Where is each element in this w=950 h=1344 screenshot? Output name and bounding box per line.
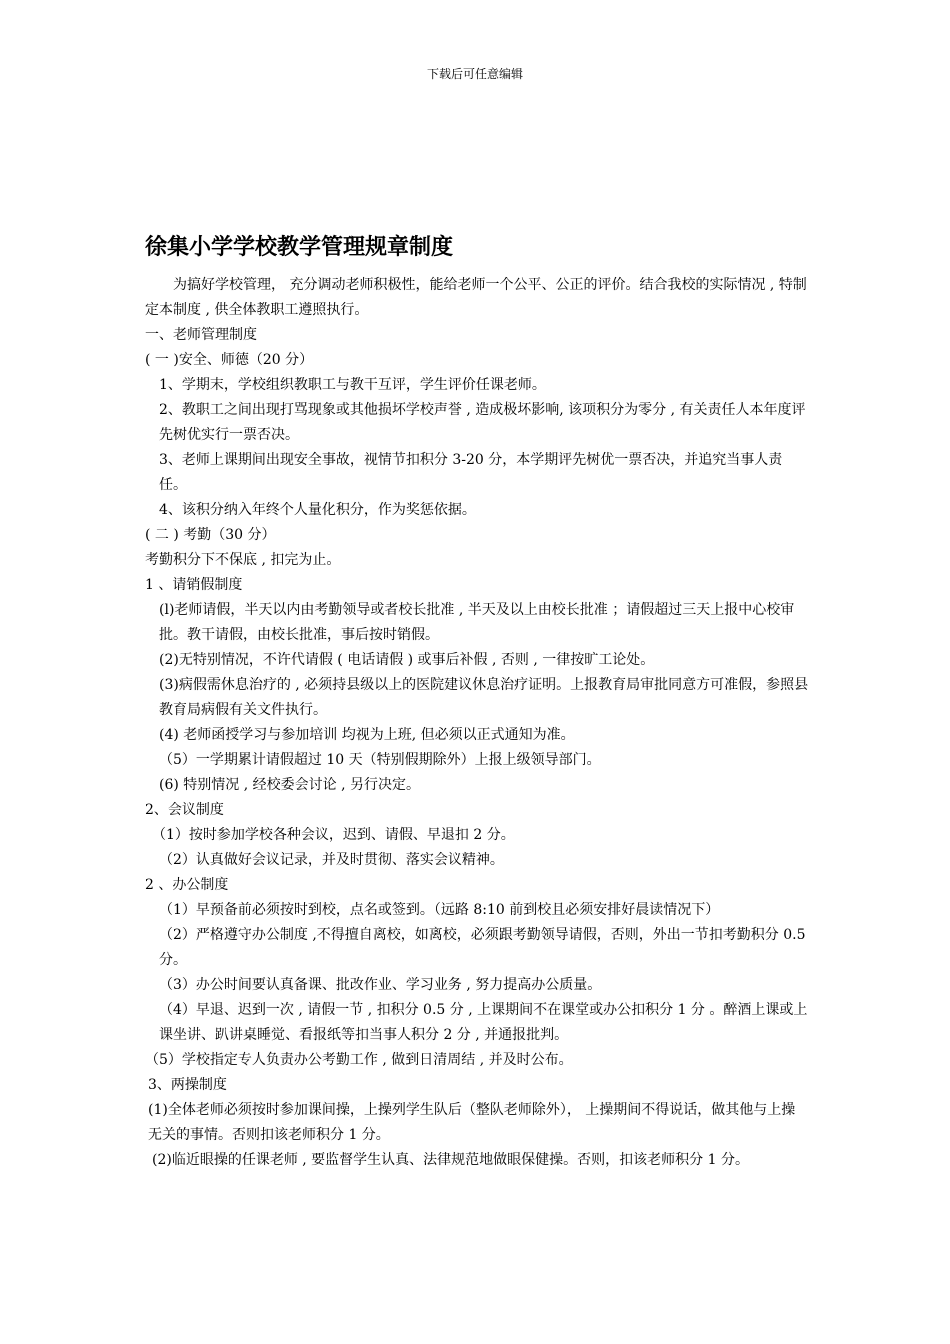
sub-heading: 2、会议制度 <box>145 802 224 818</box>
sub-heading: 1 、请销假制度 <box>145 577 243 593</box>
document-body <box>145 273 809 1173</box>
section-heading: 一、老师管理制度 <box>145 327 257 343</box>
rule-item: （1）按时参加学校各种会议，迟到、请假、早退扣 2 分。 <box>152 827 515 843</box>
rule-item: (6) 特别情况 , 经校委会讨论 , 另行决定。 <box>159 777 420 793</box>
rule-item: (4) 老师函授学习与参加培训 均视为上班, 但必须以正式通知为准。 <box>159 727 575 743</box>
rule-item: (2)无特别情况，不许代请假 ( 电话请假 ) 或事后补假 , 否则 , 一律按旷工论处。 <box>159 652 655 668</box>
rule-item: （1）早预备前必须按时到校，点名或签到。（远路 8:10 前到校且必须安排好晨读情况下） <box>159 902 720 918</box>
rule-item: （4）早退、迟到一次 , 请假一节 , 扣积分 0.5 分 , 上课期间不在课堂或办公扣积分 1 分 。醉酒上课或上课坐讲、趴讲桌睡觉、看报纸等扣当事人积分 2 分 , 并通报批判。 <box>159 1002 808 1043</box>
subsection-heading: ( 二 ) 考勤（30 分） <box>145 527 276 543</box>
rule-item: （2）严格遵守办公制度 ,不得擅自离校，如离校，必须跟考勤领导请假，否则，外出一节扣考勤积分 0.5 分。 <box>159 927 806 968</box>
document-title: 徐集小学学校教学管理规章制度 <box>145 234 454 260</box>
sub-heading: 2 、办公制度 <box>145 877 229 893</box>
rule-item: (1)全体老师必须按时参加课间操，上操列学生队后（整队老师除外）， 上操期间不得说话，做其他与上操无关的事情。否则扣该老师积分 1 分。 <box>148 1102 796 1143</box>
rule-item: （3）办公时间要认真备课、批改作业、学习业务 , 努力提高办公质量。 <box>159 977 602 993</box>
sub-heading: 3、两操制度 <box>148 1077 227 1093</box>
header-note: 下载后可任意编辑 <box>426 67 523 81</box>
rule-item: （5）学校指定专人负责办公考勤工作 , 做到日清周结 , 并及时公布。 <box>145 1052 573 1068</box>
rule-item: 4、该积分纳入年终个人量化积分，作为奖惩依据。 <box>159 502 476 518</box>
rule-item: 3、老师上课期间出现安全事故，视情节扣积分 3-20 分，本学期评先树优一票否决，并追究当事人责任。 <box>159 452 783 493</box>
rule-item: （2）认真做好会议记录，并及时贯彻、落实会议精神。 <box>159 852 504 868</box>
subsection-heading: ( 一 )安全、师德（20 分） <box>145 352 314 368</box>
rule-note: 考勤积分下不保底 , 扣完为止。 <box>145 552 341 568</box>
rule-item: (2)临近眼操的任课老师 , 要监督学生认真、法律规范地做眼保健操。否则，扣该老师积分 1 分。 <box>152 1152 749 1168</box>
rule-item: （5）一学期累计请假超过 10 天（特别假期除外）上报上级领导部门。 <box>159 752 601 768</box>
rule-item: (l)老师请假，半天以内由考勤领导或者校长批准 , 半天及以上由校长批准 ；请假超过三天上报中心校审批。教干请假，由校长批准，事后按时销假。 <box>159 602 795 643</box>
intro-paragraph: 为搞好学校管理， 充分调动老师积极性，能给老师一个公平、公正的评价。结合我校的实际情况 , 特制定本制度 , 供全体教职工遵照执行。 <box>145 277 807 318</box>
rule-item: (3)病假需休息治疗的 , 必须持县级以上的医院建议休息治疗证明。上报教育局审批同意方可准假，参照县教育局病假有关文件执行。 <box>159 677 809 718</box>
rule-item: 2、教职工之间出现打骂现象或其他损坏学校声誉 , 造成极坏影响, 该项积分为零分 , 有关责任人本年度评先树优实行一票否决。 <box>159 402 806 443</box>
rule-item: 1、学期末，学校组织教职工与教干互评，学生评价任课老师。 <box>159 377 546 393</box>
